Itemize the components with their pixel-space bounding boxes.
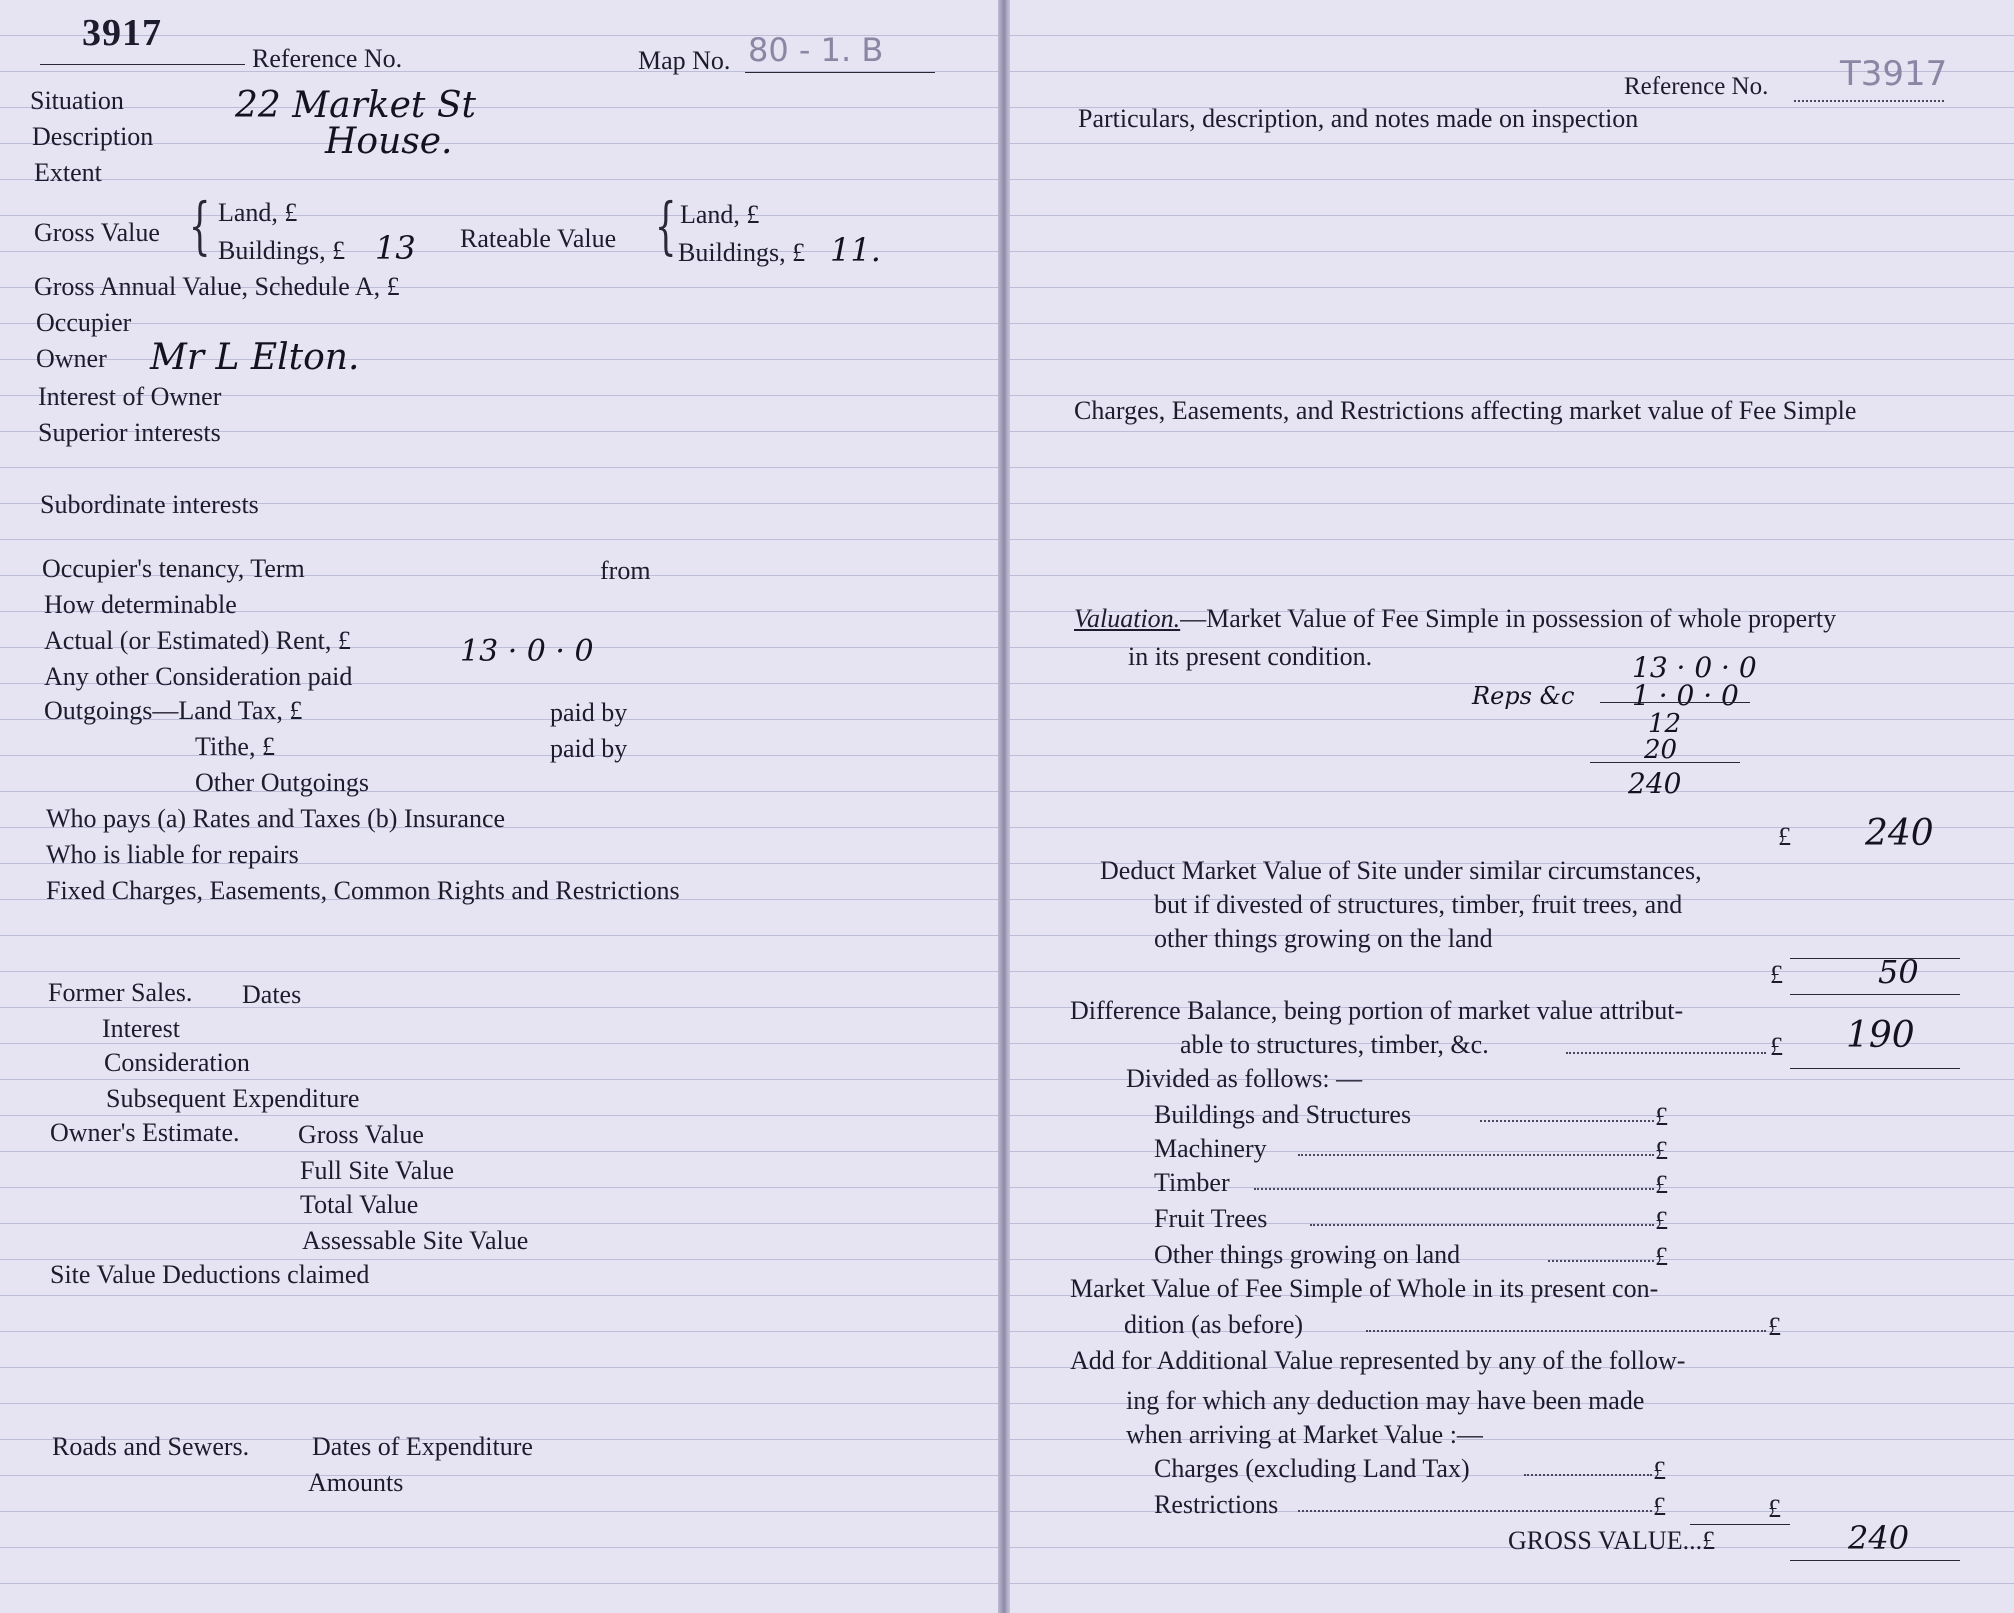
former-consideration-label: Consideration (104, 1048, 250, 1077)
rateable-buildings-value: 11. (830, 231, 881, 269)
charges-excl-dots (1524, 1474, 1652, 1476)
restrictions-total-pound-sign: £ (1768, 1494, 1781, 1523)
assessable-site-value-label: Assessable Site Value (302, 1226, 529, 1255)
difference-pound-sign: £ (1770, 1032, 1783, 1061)
charges-easements-heading: Charges, Easements, and Restrictions affecting market value of Fee Simple (1074, 396, 1857, 425)
divided-heading: Divided as follows: — (1126, 1064, 1363, 1093)
site-value-amount: 50 (1878, 953, 1919, 991)
market-value-amount: 240 (1865, 813, 1934, 854)
mv-whole-line-2: dition (as before) (1124, 1310, 1304, 1339)
market-value-pound-sign: £ (1778, 822, 1791, 851)
owners-estimate-label: Owner's Estimate. (50, 1118, 240, 1147)
restrictions-label: Restrictions (1154, 1490, 1279, 1519)
situation-value: 22 Market St (235, 85, 476, 126)
mv-whole-dots (1366, 1330, 1766, 1332)
map-number: 80 - 1. B (748, 31, 884, 69)
timber-pound-sign: £ (1655, 1170, 1668, 1199)
machinery-label: Machinery (1154, 1134, 1267, 1163)
occupier-label: Occupier (36, 308, 132, 337)
valuation-heading: Valuation. (1074, 604, 1181, 633)
reference-dots (1794, 100, 1944, 102)
other-growing-pound-sign: £ (1655, 1242, 1668, 1271)
superior-interests-label: Superior interests (38, 418, 221, 447)
rateable-land-label: Land, £ (680, 200, 760, 229)
buildings-dots (1480, 1120, 1654, 1122)
site-deductions-label: Site Value Deductions claimed (50, 1260, 370, 1289)
calc-multiplier: 20 (1644, 735, 1678, 765)
deduct-line-1: Deduct Market Value of Site under similar circumstances, (1100, 856, 1702, 885)
outgoings-land-tax-label: Outgoings—Land Tax, £ (44, 696, 303, 725)
mv-whole-pound-sign: £ (1768, 1312, 1781, 1341)
calc-rule-1 (1600, 702, 1750, 703)
site-value-rule (1790, 958, 1960, 959)
other-growing-label: Other things growing on land (1154, 1240, 1461, 1269)
description-label: Description (32, 122, 154, 151)
total-value-label: Total Value (300, 1190, 419, 1219)
fixed-charges-label: Fixed Charges, Easements, Common Rights and Restrictions (46, 876, 680, 905)
rateable-value-label: Rateable Value (460, 224, 617, 253)
particulars-heading: Particulars, description, and notes made on inspection (1078, 104, 1639, 133)
restrictions-pound-sign: £ (1653, 1492, 1666, 1521)
rent-label: Actual (or Estimated) Rent, £ (44, 626, 351, 655)
subordinate-interests-label: Subordinate interests (40, 490, 259, 519)
gross-value-rule (1790, 1560, 1960, 1561)
other-outgoings-label: Other Outgoings (195, 768, 370, 797)
situation-label: Situation (30, 86, 124, 115)
fruit-trees-dots (1310, 1224, 1654, 1226)
map-label: Map No. (638, 46, 731, 75)
tenancy-term-label: Occupier's tenancy, Term (42, 554, 305, 583)
machinery-dots (1298, 1154, 1654, 1156)
map-underline (745, 72, 935, 73)
add-line-3: when arriving at Market Value :— (1126, 1420, 1483, 1449)
gross-value-amount: 240 (1848, 1519, 1910, 1557)
owner-label: Owner (36, 344, 107, 373)
gross-value-label: Gross Value (34, 218, 160, 247)
difference-amount: 190 (1846, 1015, 1915, 1056)
rateable-buildings-label: Buildings, £ (678, 238, 806, 267)
description-value: House. (325, 121, 453, 162)
owner-value: Mr L Elton. (150, 337, 360, 378)
rent-value: 13 · 0 · 0 (460, 634, 594, 669)
right-page (1010, 0, 2014, 1613)
calc-rent: 13 · 0 · 0 (1632, 651, 1757, 684)
former-sales-dates-label: Dates (242, 980, 302, 1009)
valuation-text-1: —Market Value of Fee Simple in possession of whole property (1180, 604, 1837, 633)
difference-dots (1566, 1052, 1766, 1054)
right-reference-value: T3917 (1840, 54, 1948, 94)
amounts-label: Amounts (308, 1468, 404, 1497)
add-line-2: ing for which any deduction may have been made (1126, 1386, 1645, 1415)
difference-line-2: able to structures, timber, &c. (1180, 1030, 1489, 1059)
rateable-value-brace: { (654, 189, 677, 262)
charges-excl-label: Charges (excluding Land Tax) (1154, 1454, 1470, 1483)
subsequent-expenditure-label: Subsequent Expenditure (106, 1084, 360, 1113)
fruit-trees-pound-sign: £ (1655, 1206, 1668, 1235)
who-pays-label: Who pays (a) Rates and Taxes (b) Insurance (46, 804, 506, 833)
add-line-1: Add for Additional Value represented by any of the follow- (1070, 1346, 1686, 1375)
gross-buildings-value: 13 (375, 229, 416, 267)
charges-excl-pound-sign: £ (1653, 1456, 1666, 1485)
repairs-liability-label: Who is liable for repairs (46, 840, 299, 869)
estimate-gross-value-label: Gross Value (298, 1120, 424, 1149)
timber-dots (1254, 1188, 1654, 1190)
gross-annual-label: Gross Annual Value, Schedule A, £ (34, 272, 400, 301)
calc-total: 240 (1628, 767, 1682, 800)
gross-buildings-label: Buildings, £ (218, 236, 346, 265)
extent-label: Extent (34, 158, 102, 187)
record-number: 3917 (82, 12, 162, 54)
site-value-rule-2 (1790, 994, 1960, 995)
former-interest-label: Interest (102, 1014, 180, 1043)
number-underline (40, 64, 245, 65)
gross-value-brace: { (188, 189, 211, 262)
other-consideration-label: Any other Consideration paid (44, 662, 353, 691)
buildings-label: Buildings and Structures (1154, 1100, 1412, 1129)
former-sales-label: Former Sales. (48, 978, 193, 1007)
roads-sewers-label: Roads and Sewers. (52, 1432, 250, 1461)
machinery-pound-sign: £ (1655, 1136, 1668, 1165)
gross-land-label: Land, £ (218, 198, 298, 227)
left-page (0, 0, 1000, 1613)
site-value-pound-sign: £ (1770, 960, 1783, 989)
deduct-line-2: but if divested of structures, timber, fruit trees, and (1154, 890, 1683, 919)
tithe-label: Tithe, £ (195, 732, 275, 761)
deduct-line-3: other things growing on the land (1154, 924, 1493, 953)
tithe-paid-by-label: paid by (550, 734, 628, 763)
difference-line-1: Difference Balance, being portion of market value attribut- (1070, 996, 1684, 1025)
dates-of-expenditure-label: Dates of Expenditure (312, 1432, 533, 1461)
right-reference-label: Reference No. (1624, 73, 1769, 100)
land-tax-paid-by-label: paid by (550, 698, 628, 727)
timber-label: Timber (1154, 1168, 1230, 1197)
difference-rule (1790, 1068, 1960, 1069)
calc-repairs: 1 · 0 · 0 (1632, 679, 1739, 712)
how-determinable-label: How determinable (44, 590, 237, 619)
gross-value-total-label: GROSS VALUE...£ (1508, 1526, 1716, 1555)
full-site-value-label: Full Site Value (300, 1156, 455, 1185)
valuation-text-2: in its present condition. (1128, 642, 1373, 671)
reference-label: Reference No. (252, 44, 403, 73)
calc-net: 12 (1648, 709, 1682, 739)
tenancy-from-label: from (600, 556, 651, 585)
buildings-pound-sign: £ (1655, 1102, 1668, 1131)
mv-whole-line-1: Market Value of Fee Simple of Whole in its present con- (1070, 1274, 1659, 1303)
interest-owner-label: Interest of Owner (38, 382, 222, 411)
calc-repairs-note: Reps &c (1472, 682, 1575, 710)
calc-rule-2 (1590, 762, 1740, 763)
restrictions-dots (1298, 1510, 1652, 1512)
other-growing-dots (1548, 1260, 1654, 1262)
restrictions-rule (1690, 1524, 1790, 1525)
fruit-trees-label: Fruit Trees (1154, 1204, 1268, 1233)
valuation-line-1 (1074, 604, 1836, 634)
